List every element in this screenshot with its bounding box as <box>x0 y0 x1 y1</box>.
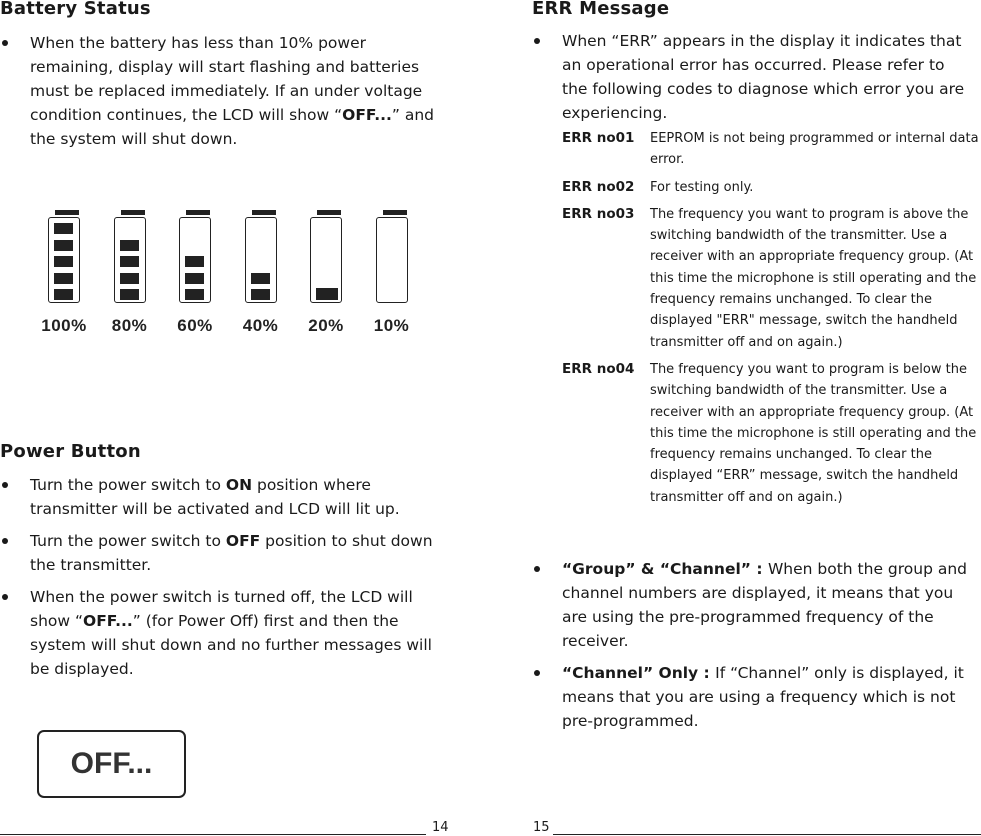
channel-only-bullet: “Channel” Only : If “Channel” only is displayed, it means that you are using a frequency which is not pre-programmed. <box>532 661 972 733</box>
battery-icon-80-percent <box>102 210 162 335</box>
err-desc: For testing only. <box>650 179 754 195</box>
lcd-off-display: OFF... <box>37 730 186 798</box>
battery-body <box>179 217 211 303</box>
battery-segment <box>54 223 73 234</box>
battery-segment <box>185 256 204 267</box>
battery-segment <box>251 289 270 300</box>
battery-cap <box>55 210 79 215</box>
left-footer-rule <box>0 834 426 835</box>
err-desc: The frequency you want to program is above the switching bandwidth of the transmitter. Use a receiver with an appropriate frequency group. (At this time the microphone is still operating and the frequency remains unchanged. To clear the displayed "ERR" message, switch the handheld transmitter off and on again.) <box>650 206 977 350</box>
battery-segment <box>185 289 204 300</box>
bullet-icon <box>2 538 8 544</box>
err-desc: EEPROM is not being programmed or internal data error. <box>650 131 979 168</box>
power-bullet-on: Turn the power switch to ON position where transmitter will be activated and LCD will lit up. <box>0 473 450 521</box>
battery-segment <box>316 288 338 300</box>
err-code-row <box>562 177 980 198</box>
battery-body <box>376 217 408 303</box>
page-number-left: 14 <box>432 820 449 835</box>
err-code-row <box>562 128 980 171</box>
battery-level-label: 100% <box>41 316 87 335</box>
battery-cap <box>121 210 145 215</box>
battery-segment <box>120 289 139 300</box>
battery-icon-40-percent <box>233 210 293 335</box>
battery-segment <box>54 273 73 284</box>
battery-segment <box>120 273 139 284</box>
power-button-heading: Power Button <box>0 441 141 462</box>
battery-cap <box>383 210 407 215</box>
battery-segment <box>120 256 139 267</box>
err-code-row <box>562 204 980 353</box>
battery-level-label: 80% <box>111 316 148 335</box>
bullet-icon <box>2 40 8 46</box>
display-mode-bullets <box>532 557 972 733</box>
err-intro-list <box>532 29 972 125</box>
err-code-row <box>562 359 980 508</box>
battery-segment <box>54 256 73 267</box>
battery-segment <box>120 240 139 251</box>
battery-body <box>48 217 80 303</box>
bullet-icon <box>2 482 8 488</box>
battery-body <box>114 217 146 303</box>
power-bullet-shutdown: When the power switch is turned off, the LCD will show “OFF...” (for Power Off) first and then the system will shut down and no further messages will be displayed. <box>0 585 450 681</box>
battery-bullets <box>0 31 450 151</box>
page-number-right: 15 <box>533 820 550 835</box>
bullet-icon <box>534 38 540 44</box>
battery-level-label: 20% <box>308 316 344 335</box>
battery-segment <box>54 240 73 251</box>
err-desc: The frequency you want to program is below the switching bandwidth of the transmitter. Use a receiver with an appropriate frequency group. (At this time the microphone is still operating and the frequency remains unchanged. To clear the displayed “ERR” message, switch the handheld transmitter off and on again.) <box>650 361 977 505</box>
battery-segment <box>185 273 204 284</box>
right-footer-rule <box>553 834 981 835</box>
err-code: ERR no03 <box>562 205 635 222</box>
power-bullet-off: Turn the power switch to OFF position to shut down the transmitter. <box>0 529 450 577</box>
err-code: ERR no02 <box>562 178 635 195</box>
bullet-icon <box>534 566 540 572</box>
battery-body <box>245 217 277 303</box>
err-message-heading: ERR Message <box>532 0 670 19</box>
battery-level-label: 60% <box>177 316 213 335</box>
battery-status-heading: Battery Status <box>0 0 151 19</box>
battery-segment <box>251 273 270 284</box>
battery-icon-100-percent <box>36 210 96 335</box>
bullet-icon <box>2 594 8 600</box>
power-bullets <box>0 473 450 681</box>
battery-icon-20-percent <box>298 210 358 335</box>
battery-body <box>310 217 342 303</box>
err-intro-bullet: When “ERR” appears in the display it indicates that an operational error has occurred. Please refer to the following codes to diagnose which error you are experiencing. <box>532 29 972 125</box>
err-code-table <box>562 128 980 508</box>
battery-icon-10-percent <box>364 210 424 335</box>
err-code: ERR no04 <box>562 360 635 377</box>
battery-icon-60-percent <box>167 210 227 335</box>
err-code: ERR no01 <box>562 130 635 146</box>
battery-level-label: 10% <box>373 316 410 335</box>
battery-cap <box>317 210 341 215</box>
battery-cap <box>252 210 276 215</box>
bullet-icon <box>534 670 540 676</box>
battery-level-label: 40% <box>242 316 279 335</box>
battery-segment <box>54 289 73 300</box>
battery-bullet: When the battery has less than 10% power remaining, display will start flashing and batteries must be replaced immediately. If an under voltage condition continues, the LCD will show “OFF...” and the system will shut down. <box>0 31 450 151</box>
battery-cap <box>186 210 210 215</box>
group-channel-bullet: “Group” & “Channel” : When both the group and channel numbers are displayed, it means that you are using the pre-programmed frequency of the receiver. <box>532 557 972 653</box>
